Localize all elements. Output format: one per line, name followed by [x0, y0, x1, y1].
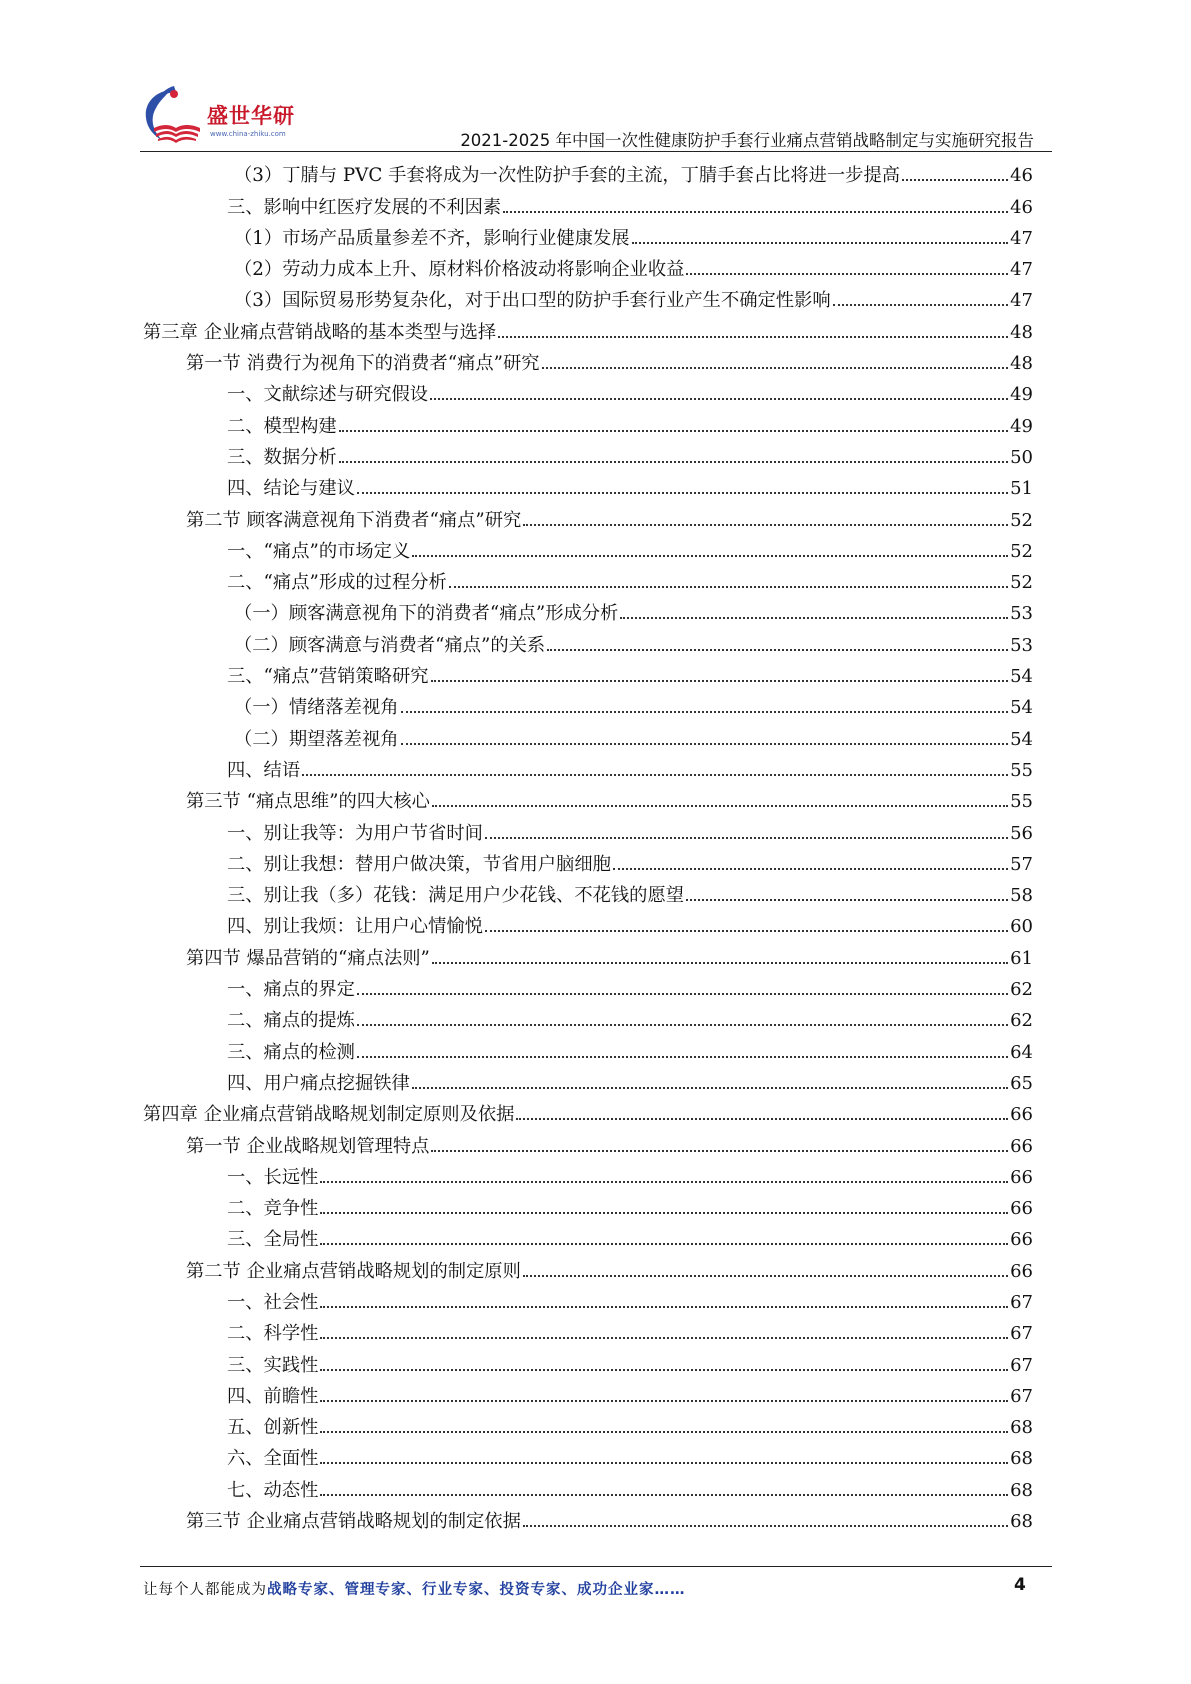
toc-entry[interactable]	[143, 1504, 1033, 1535]
toc-entry[interactable]	[143, 1379, 1033, 1410]
toc-entry-title: 四、用户痛点挖掘铁律	[227, 1072, 410, 1094]
toc-dot-leader	[523, 524, 1008, 526]
toc-entry-page: 67	[1010, 1291, 1033, 1313]
toc-dot-leader	[498, 336, 1008, 338]
footer-slogan-highlight: 战略专家、管理专家、行业专家、投资专家、成功企业家	[267, 1582, 655, 1598]
toc-dot-leader	[523, 1275, 1008, 1277]
toc-dot-leader	[320, 1243, 1008, 1245]
toc-entry[interactable]	[143, 1003, 1033, 1034]
toc-dot-leader	[401, 711, 1009, 713]
toc-entry[interactable]	[143, 1410, 1033, 1441]
toc-entry-title: 七、动态性	[227, 1479, 319, 1501]
toc-entry-page: 57	[1010, 853, 1033, 875]
toc-entry[interactable]	[143, 596, 1033, 627]
toc-entry-title: 第一节 消费行为视角下的消费者“痛点”研究	[186, 353, 540, 375]
toc-entry-page: 56	[1010, 822, 1033, 844]
toc-entry-page: 58	[1010, 885, 1033, 907]
toc-entry-page: 68	[1010, 1448, 1033, 1470]
toc-dot-leader	[357, 492, 1008, 494]
toc-entry-title: 二、科学性	[227, 1323, 319, 1345]
toc-entry-title: 六、全面性	[227, 1448, 319, 1470]
toc-dot-leader	[485, 930, 1008, 932]
toc-dot-leader	[302, 774, 1008, 776]
toc-entry[interactable]	[143, 659, 1033, 690]
toc-entry-page: 48	[1010, 353, 1033, 375]
toc-entry-title: 四、结论与建议	[227, 478, 355, 500]
toc-entry-title: 一、“痛点”的市场定义	[227, 540, 411, 562]
toc-entry-title: 四、别让我烦：让用户心情愉悦	[227, 916, 483, 938]
toc-entry-title: （一）顾客满意视角下的消费者“痛点”形成分析	[234, 603, 619, 625]
toc-dot-leader	[320, 1337, 1008, 1339]
toc-entry-page: 47	[1010, 227, 1033, 249]
toc-dot-leader	[320, 1431, 1008, 1433]
table-of-contents	[143, 158, 1033, 1535]
toc-entry-page: 55	[1010, 759, 1033, 781]
toc-dot-leader	[632, 242, 1009, 244]
footer-slogan-suffix: ……	[654, 1582, 686, 1598]
toc-entry-page: 66	[1010, 1260, 1033, 1282]
toc-dot-leader	[613, 868, 1008, 870]
toc-entry-page: 62	[1010, 979, 1033, 1001]
toc-entry[interactable]	[143, 1034, 1033, 1065]
toc-dot-leader	[431, 1150, 1008, 1152]
toc-entry[interactable]	[143, 753, 1033, 784]
toc-entry-title: 第三章 企业痛点营销战略的基本类型与选择	[143, 321, 497, 343]
toc-entry-page: 66	[1010, 1166, 1033, 1188]
toc-entry-title: （2）劳动力成本上升、原材料价格波动将影响企业收益	[234, 259, 685, 281]
toc-dot-leader	[357, 1056, 1008, 1058]
toc-entry-page: 46	[1010, 165, 1033, 187]
toc-entry-page: 48	[1010, 321, 1033, 343]
toc-entry-page: 54	[1010, 697, 1033, 719]
toc-entry-page: 52	[1010, 540, 1033, 562]
toc-dot-leader	[432, 805, 1008, 807]
toc-entry-title: 三、影响中红医疗发展的不利因素	[227, 196, 502, 218]
toc-entry-title: 四、结语	[227, 759, 301, 781]
toc-entry[interactable]	[143, 784, 1033, 815]
toc-dot-leader	[339, 461, 1008, 463]
toc-entry[interactable]	[143, 471, 1033, 502]
toc-entry-page: 47	[1010, 259, 1033, 281]
toc-entry-title: 二、模型构建	[227, 415, 337, 437]
toc-entry[interactable]	[143, 1253, 1033, 1284]
toc-entry-page: 52	[1010, 509, 1033, 531]
toc-entry-title: 一、痛点的界定	[227, 979, 355, 1001]
footer-slogan	[143, 1578, 686, 1599]
toc-entry[interactable]	[143, 346, 1033, 377]
toc-entry-page: 50	[1010, 446, 1033, 468]
toc-dot-leader	[430, 398, 1008, 400]
toc-entry-title: 二、痛点的提炼	[227, 1010, 355, 1032]
company-logo	[140, 84, 320, 146]
header-divider	[140, 151, 1052, 152]
toc-dot-leader	[320, 1212, 1008, 1214]
toc-entry-page: 60	[1010, 916, 1033, 938]
toc-entry[interactable]	[143, 1347, 1033, 1378]
toc-entry[interactable]	[143, 221, 1033, 252]
toc-entry-title: 三、全局性	[227, 1229, 319, 1251]
toc-entry[interactable]	[143, 377, 1033, 408]
book-swoosh-logo-icon	[140, 84, 210, 146]
toc-entry-page: 66	[1010, 1229, 1033, 1251]
toc-dot-leader	[620, 617, 1008, 619]
toc-entry[interactable]	[143, 1441, 1033, 1472]
toc-entry-page: 53	[1010, 634, 1033, 656]
toc-entry-title: 一、别让我等：为用户节省时间	[227, 822, 483, 844]
toc-entry-page: 68	[1010, 1417, 1033, 1439]
toc-entry[interactable]	[143, 721, 1033, 752]
toc-entry-title: （二）期望落差视角	[234, 728, 399, 750]
toc-dot-leader	[542, 367, 1009, 369]
toc-dot-leader	[686, 899, 1008, 901]
toc-entry-title: 一、文献综述与研究假设	[227, 384, 429, 406]
toc-entry-page: 49	[1010, 384, 1033, 406]
toc-entry-title: 三、别让我（多）花钱：满足用户少花钱、不花钱的愿望	[227, 885, 685, 907]
toc-entry[interactable]	[143, 1191, 1033, 1222]
toc-dot-leader	[485, 837, 1008, 839]
toc-entry-page: 66	[1010, 1198, 1033, 1220]
toc-entry[interactable]	[143, 909, 1033, 940]
toc-entry[interactable]	[143, 534, 1033, 565]
toc-entry[interactable]	[143, 878, 1033, 909]
toc-entry[interactable]	[143, 408, 1033, 439]
toc-entry[interactable]	[143, 815, 1033, 846]
toc-entry-page: 53	[1010, 603, 1033, 625]
page-number: 4	[1014, 1575, 1026, 1595]
toc-dot-leader	[320, 1462, 1008, 1464]
toc-entry-title: （1）市场产品质量参差不齐，影响行业健康发展	[234, 227, 630, 249]
toc-dot-leader	[523, 1525, 1008, 1527]
toc-entry-page: 64	[1010, 1041, 1033, 1063]
toc-entry-title: 第一节 企业战略规划管理特点	[186, 1135, 430, 1157]
toc-dot-leader	[320, 1494, 1008, 1496]
toc-entry-title: 一、社会性	[227, 1291, 319, 1313]
toc-entry[interactable]	[143, 1128, 1033, 1159]
toc-entry-title: 三、痛点的检测	[227, 1041, 355, 1063]
toc-entry[interactable]	[143, 252, 1033, 283]
toc-entry-page: 54	[1010, 728, 1033, 750]
toc-entry-title: （一）情绪落差视角	[234, 697, 399, 719]
toc-entry-page: 47	[1010, 290, 1033, 312]
toc-entry-page: 68	[1010, 1479, 1033, 1501]
toc-dot-leader	[833, 304, 1008, 306]
toc-entry-page: 61	[1010, 947, 1033, 969]
toc-entry[interactable]	[143, 972, 1033, 1003]
toc-entry-title: 三、数据分析	[227, 446, 337, 468]
toc-dot-leader	[432, 962, 1008, 964]
toc-entry[interactable]	[143, 158, 1033, 189]
toc-entry[interactable]	[143, 940, 1033, 971]
toc-dot-leader	[516, 1118, 1008, 1120]
toc-dot-leader	[357, 993, 1008, 995]
toc-entry-page: 54	[1010, 666, 1033, 688]
toc-entry-title: （3）丁腈与 PVC 手套将成为一次性防护手套的主流，丁腈手套占比将进一步提高	[234, 165, 901, 187]
toc-dot-leader	[320, 1400, 1008, 1402]
toc-dot-leader	[431, 680, 1009, 682]
toc-entry-page: 62	[1010, 1010, 1033, 1032]
toc-entry[interactable]	[143, 847, 1033, 878]
toc-entry[interactable]	[143, 440, 1033, 471]
toc-dot-leader	[401, 743, 1009, 745]
toc-entry-title: （3）国际贸易形势复杂化，对于出口型的防护手套行业产生不确定性影响	[234, 290, 831, 312]
brand-url: www.china-zhiku.com	[210, 130, 286, 138]
toc-entry-page: 52	[1010, 572, 1033, 594]
toc-entry-title: 五、创新性	[227, 1417, 319, 1439]
toc-entry-page: 67	[1010, 1354, 1033, 1376]
toc-entry-page: 65	[1010, 1072, 1033, 1094]
toc-entry[interactable]	[143, 1160, 1033, 1191]
toc-entry[interactable]	[143, 283, 1033, 314]
toc-entry[interactable]	[143, 1066, 1033, 1097]
toc-entry[interactable]	[143, 627, 1033, 658]
toc-entry-title: 第三节 “痛点思维”的四大核心	[186, 791, 430, 813]
toc-dot-leader	[320, 1369, 1008, 1371]
toc-entry-title: 三、实践性	[227, 1354, 319, 1376]
toc-entry-title: 二、竞争性	[227, 1198, 319, 1220]
toc-entry-page: 51	[1010, 478, 1033, 500]
toc-dot-leader	[503, 211, 1008, 213]
toc-entry-title: 二、“痛点”形成的过程分析	[227, 572, 447, 594]
toc-entry-page: 49	[1010, 415, 1033, 437]
toc-entry[interactable]	[143, 690, 1033, 721]
toc-entry-title: 第四章 企业痛点营销战略规划制定原则及依据	[143, 1104, 515, 1126]
toc-entry-title: 一、长远性	[227, 1166, 319, 1188]
footer-divider	[140, 1566, 1052, 1567]
toc-entry-title: 二、别让我想：替用户做决策，节省用户脑细胞	[227, 853, 611, 875]
footer-slogan-prefix: 让每个人都能成为	[143, 1582, 267, 1598]
toc-dot-leader	[686, 273, 1008, 275]
brand-name: 盛世华研	[207, 104, 295, 128]
toc-dot-leader	[320, 1181, 1008, 1183]
toc-dot-leader	[449, 586, 1008, 588]
toc-entry-title: 第二节 顾客满意视角下消费者“痛点”研究	[186, 509, 522, 531]
toc-entry-title: 第三节 企业痛点营销战略规划的制定依据	[186, 1511, 521, 1533]
toc-dot-leader	[547, 649, 1008, 651]
toc-entry-page: 67	[1010, 1323, 1033, 1345]
page-header	[0, 0, 1191, 158]
toc-dot-leader	[412, 555, 1008, 557]
toc-dot-leader	[339, 430, 1008, 432]
toc-entry[interactable]	[143, 1097, 1033, 1128]
toc-entry-title: 四、前瞻性	[227, 1385, 319, 1407]
toc-entry-title: 第四节 爆品营销的“痛点法则”	[186, 947, 430, 969]
toc-entry[interactable]	[143, 502, 1033, 533]
toc-dot-leader	[902, 179, 1008, 181]
toc-entry-page: 46	[1010, 196, 1033, 218]
toc-entry-page: 55	[1010, 791, 1033, 813]
toc-entry-title: （二）顾客满意与消费者“痛点”的关系	[234, 634, 546, 656]
toc-entry[interactable]	[143, 1472, 1033, 1503]
toc-entry-page: 66	[1010, 1104, 1033, 1126]
toc-entry-title: 三、“痛点”营销策略研究	[227, 666, 429, 688]
toc-entry-title: 第二节 企业痛点营销战略规划的制定原则	[186, 1260, 521, 1282]
toc-entry-page: 66	[1010, 1135, 1033, 1157]
toc-entry[interactable]	[143, 565, 1033, 596]
toc-entry[interactable]	[143, 314, 1033, 345]
toc-entry-page: 67	[1010, 1385, 1033, 1407]
toc-entry[interactable]	[143, 189, 1033, 220]
toc-dot-leader	[412, 1087, 1008, 1089]
toc-dot-leader	[320, 1306, 1008, 1308]
toc-entry[interactable]	[143, 1285, 1033, 1316]
toc-dot-leader	[357, 1024, 1008, 1026]
report-title: 2021-2025 年中国一次性健康防护手套行业痛点营销战略制定与实施研究报告	[460, 131, 1034, 150]
toc-entry[interactable]	[143, 1316, 1033, 1347]
toc-entry-page: 68	[1010, 1511, 1033, 1533]
toc-entry[interactable]	[143, 1222, 1033, 1253]
